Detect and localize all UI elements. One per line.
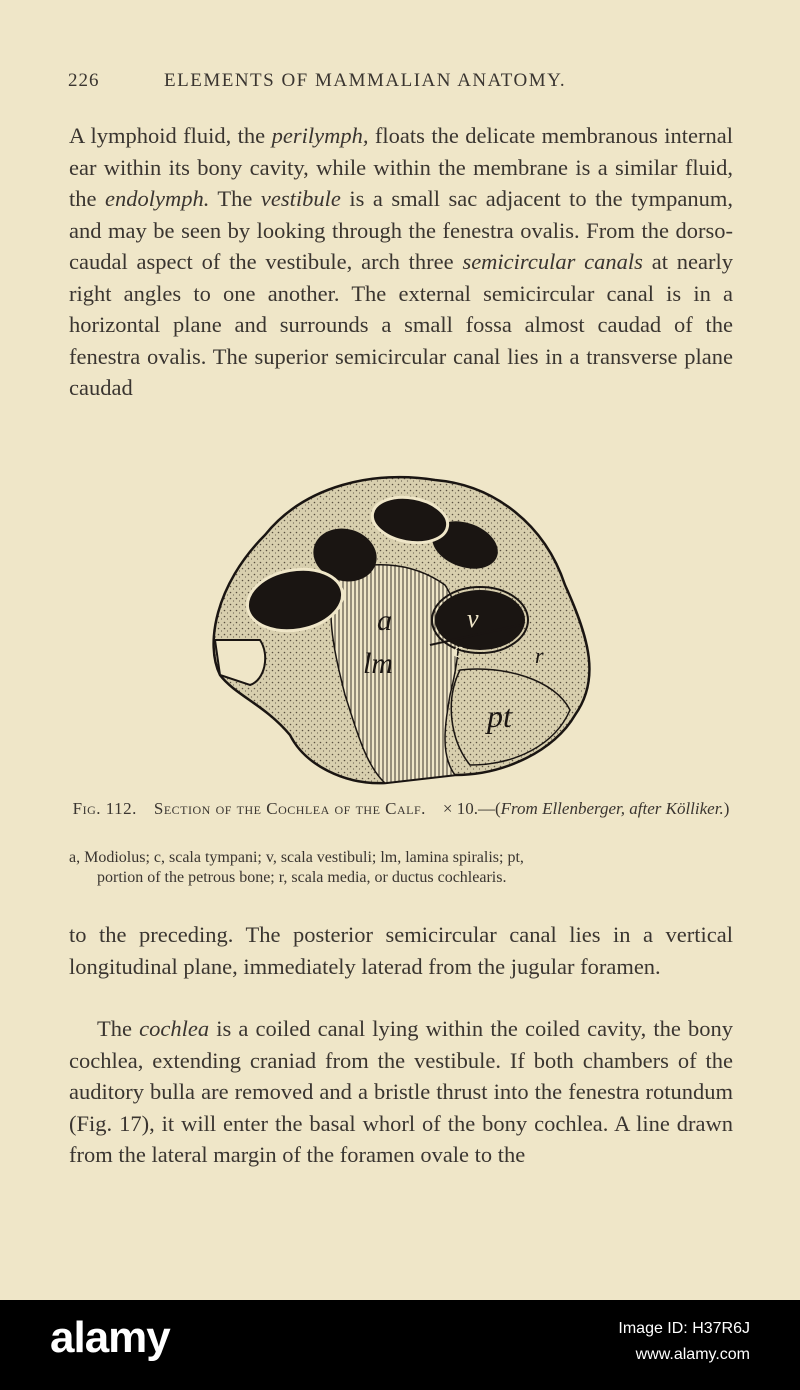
paragraph-3: The cochlea is a coiled canal lying within the coiled cavity, the bony cochlea, extending craniad from the vestibule. If both chambers of the auditory bulla are removed and a bristle thrust into the fenestra rotundum (Fig. 17), it will enter the basal whorl of the bony cochlea. A line drawn from the lateral margin of the foramen ovale to the [69, 1016, 734, 1167]
label-c: c [453, 637, 463, 662]
term-vestibule: vestibule [260, 186, 341, 211]
term-perilymph: perilymph, [271, 123, 369, 148]
figure-magnification: × 10.—( [442, 799, 501, 818]
label-pt: pt [487, 698, 512, 734]
page-number: 226 [68, 70, 100, 91]
running-title: ELEMENTS OF MAMMALIAN ANATOMY. [164, 70, 567, 91]
legend-line-2: portion of the petrous bone; r, scala media, or ductus cochlearis. [97, 869, 507, 886]
figure-number: Fig. 112. [72, 799, 137, 818]
label-lm: lm [363, 647, 393, 680]
label-v: v [467, 604, 479, 633]
image-id: Image ID: H37R6J [618, 1320, 750, 1337]
term-semicircular-canals: semicircular canals [462, 249, 643, 274]
alamy-logo: alamy [50, 1313, 170, 1362]
paragraph-2: to the preceding. The posterior semicircular canal lies in a vertical longitudinal plane, immediately laterad from the jugular foramen. [69, 922, 733, 979]
site-url: www.alamy.com [635, 1346, 750, 1363]
legend-line-1: a, Modiolus; c, scala tympani; v, scala vestibuli; lm, lamina spiralis; pt, [69, 849, 524, 866]
term-cochlea: cochlea [139, 1016, 210, 1041]
figure-legend [69, 848, 733, 888]
figure-source: From Ellenberger, after Kölliker. [500, 799, 724, 818]
cochlea-section-illustration [205, 465, 600, 790]
paragraph-1: A lymphoid fluid, the perilymph, floats the delicate membranous internal ear within its bony cavity, while within the membrane is a similar fluid, the endolymph. The vestibule is a small sac adjacent to the tympanum, and may be seen by looking through the fenestra ovalis. From the dorso-caudal aspect of the vestibule, arch three semicircular canals at nearly right angles to one another. The external semicircular canal is in a horizontal plane and surrounds a small fossa almost caudad of the fenestra ovalis. The superior semicircular canal lies in a transverse plane caudad [69, 123, 733, 400]
label-r: r [535, 643, 544, 668]
term-endolymph: endolymph. [104, 186, 210, 211]
label-a: a [377, 604, 392, 637]
figure-caption: Fig. 112. Section of the Cochlea of the Calf. × 10.—(From Ellenberger, after Kölliker.) [72, 799, 730, 818]
figure-title: Section of the Cochlea of the Calf. [153, 799, 426, 818]
